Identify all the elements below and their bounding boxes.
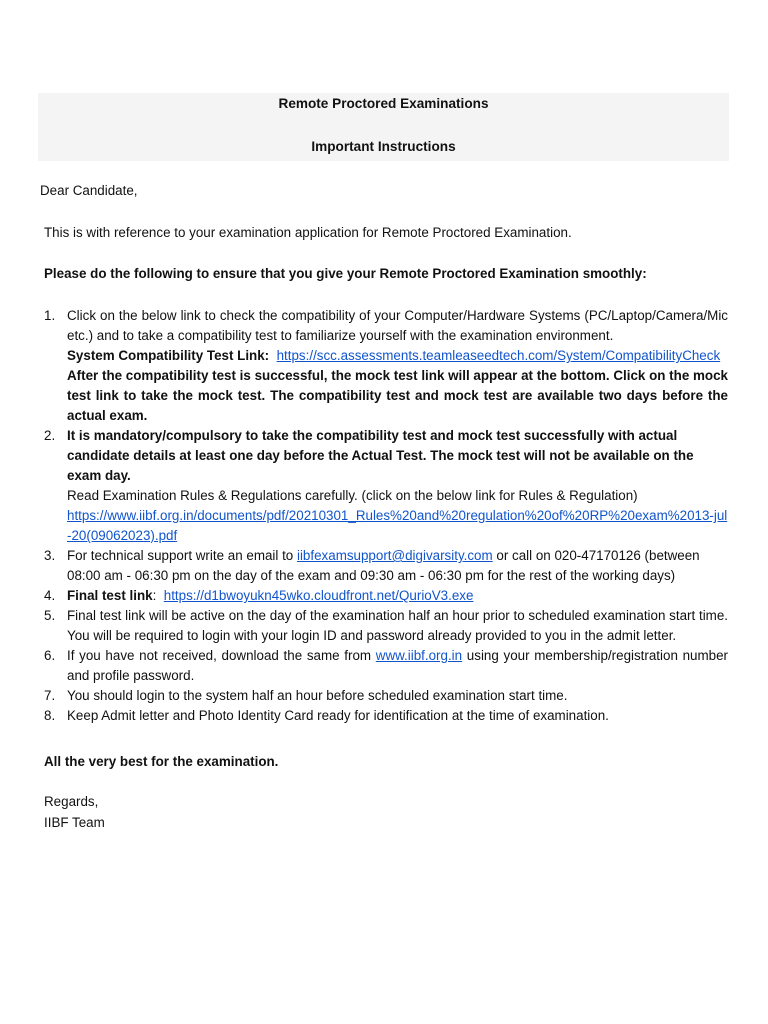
iibf-website-link[interactable]: www.iibf.org.in: [375, 648, 463, 663]
rules-text: Read Examination Rules & Regulations carefully. (click on the below link for Rules & Regulation): [67, 488, 638, 503]
mock-test-note: After the compatibility test is successful, the mock test link will appear at the bottom. Click on the mock test link to take the mock test. The compatibility test and mock test are available two days before the actual exam.: [67, 368, 728, 423]
list-number: 1.: [44, 308, 56, 323]
download-text-post: using your membership/registration number and profile password.: [67, 648, 729, 683]
list-number: 7.: [44, 688, 56, 703]
final-test-link-colon: :: [152, 588, 161, 603]
list-item-1: [44, 306, 728, 426]
lead-paragraph: Please do the following to ensure that you give your Remote Proctored Examination smoothly:: [44, 266, 647, 281]
list-number: 5.: [44, 608, 56, 623]
list-number: 8.: [44, 708, 56, 723]
support-email-link[interactable]: iibfexamsupport@digivarsity.com: [296, 548, 493, 563]
final-test-link-label: Final test link: [67, 588, 153, 603]
login-time-text: You should login to the system half an hour before scheduled examination start time.: [67, 688, 568, 703]
list-number: 2.: [44, 428, 56, 443]
instruction-list: [44, 306, 728, 726]
compatibility-link-label: System Compatibility Test Link:: [67, 348, 270, 363]
admit-letter-text: Keep Admit letter and Photo Identity Card ready for identification at the time of examination.: [67, 708, 609, 723]
list-item-7: [44, 686, 728, 706]
mandatory-note: It is mandatory/compulsory to take the compatibility test and mock test successfully with actual candidate details at least one day before the Actual Test. The mock test will not be available on the exam day.: [67, 428, 694, 483]
list-item-6: [44, 646, 728, 686]
intro-paragraph: This is with reference to your examination application for Remote Proctored Examination.: [44, 225, 572, 240]
salutation: Dear Candidate,: [40, 183, 138, 198]
list-item-2: [44, 426, 728, 546]
final-test-link-line: [67, 586, 728, 606]
list-item-5: [44, 606, 728, 646]
compatibility-link-line: [67, 346, 728, 366]
document-subtitle: Important Instructions: [311, 139, 456, 154]
compatibility-test-link[interactable]: https://scc.assessments.teamleaseedtech.com/System/CompatibilityCheck: [276, 348, 721, 363]
step-1-text: Click on the below link to check the compatibility of your Computer/Hardware Systems (PC/Laptop/Camera/Mic etc.) and to take a compatibility test to familiarize yourself with the examination environment.: [67, 308, 728, 343]
list-number: 4.: [44, 588, 56, 603]
list-item-3: [44, 546, 728, 586]
final-test-active-text: Final test link will be active on the day of the examination half an hour prior to scheduled examination start time. You will be required to login with your login ID and password already provided to you in the admit letter.: [67, 608, 728, 643]
download-text-pre: If you have not received, download the same from: [67, 648, 376, 663]
list-item-8: [44, 706, 728, 726]
list-number: 3.: [44, 548, 56, 563]
final-test-link[interactable]: https://d1bwoyukn45wko.cloudfront.net/QurioV3.exe: [163, 588, 474, 603]
document-title: Remote Proctored Examinations: [278, 96, 489, 111]
list-item-4: [44, 586, 728, 606]
regards-line: Regards,: [44, 794, 99, 809]
rules-regulation-link[interactable]: https://www.iibf.org.in/documents/pdf/20210301_Rules%20and%20regulation%20of%20RP%20exam%2013-jul-20(09062023).pdf: [67, 508, 728, 543]
support-text-post: or call on 020-47170126 (between 08:00 am - 06:30 pm on the day of the exam and 09:30 am - 06:30 pm for the rest of the working days): [67, 548, 700, 583]
signature-line: IIBF Team: [44, 815, 105, 830]
download-text: [67, 646, 728, 686]
closing-line: All the very best for the examination.: [44, 754, 279, 769]
support-text: [67, 546, 728, 586]
rules-link-line: [67, 506, 728, 546]
list-number: 6.: [44, 648, 56, 663]
support-text-pre: For technical support write an email to: [67, 548, 297, 563]
